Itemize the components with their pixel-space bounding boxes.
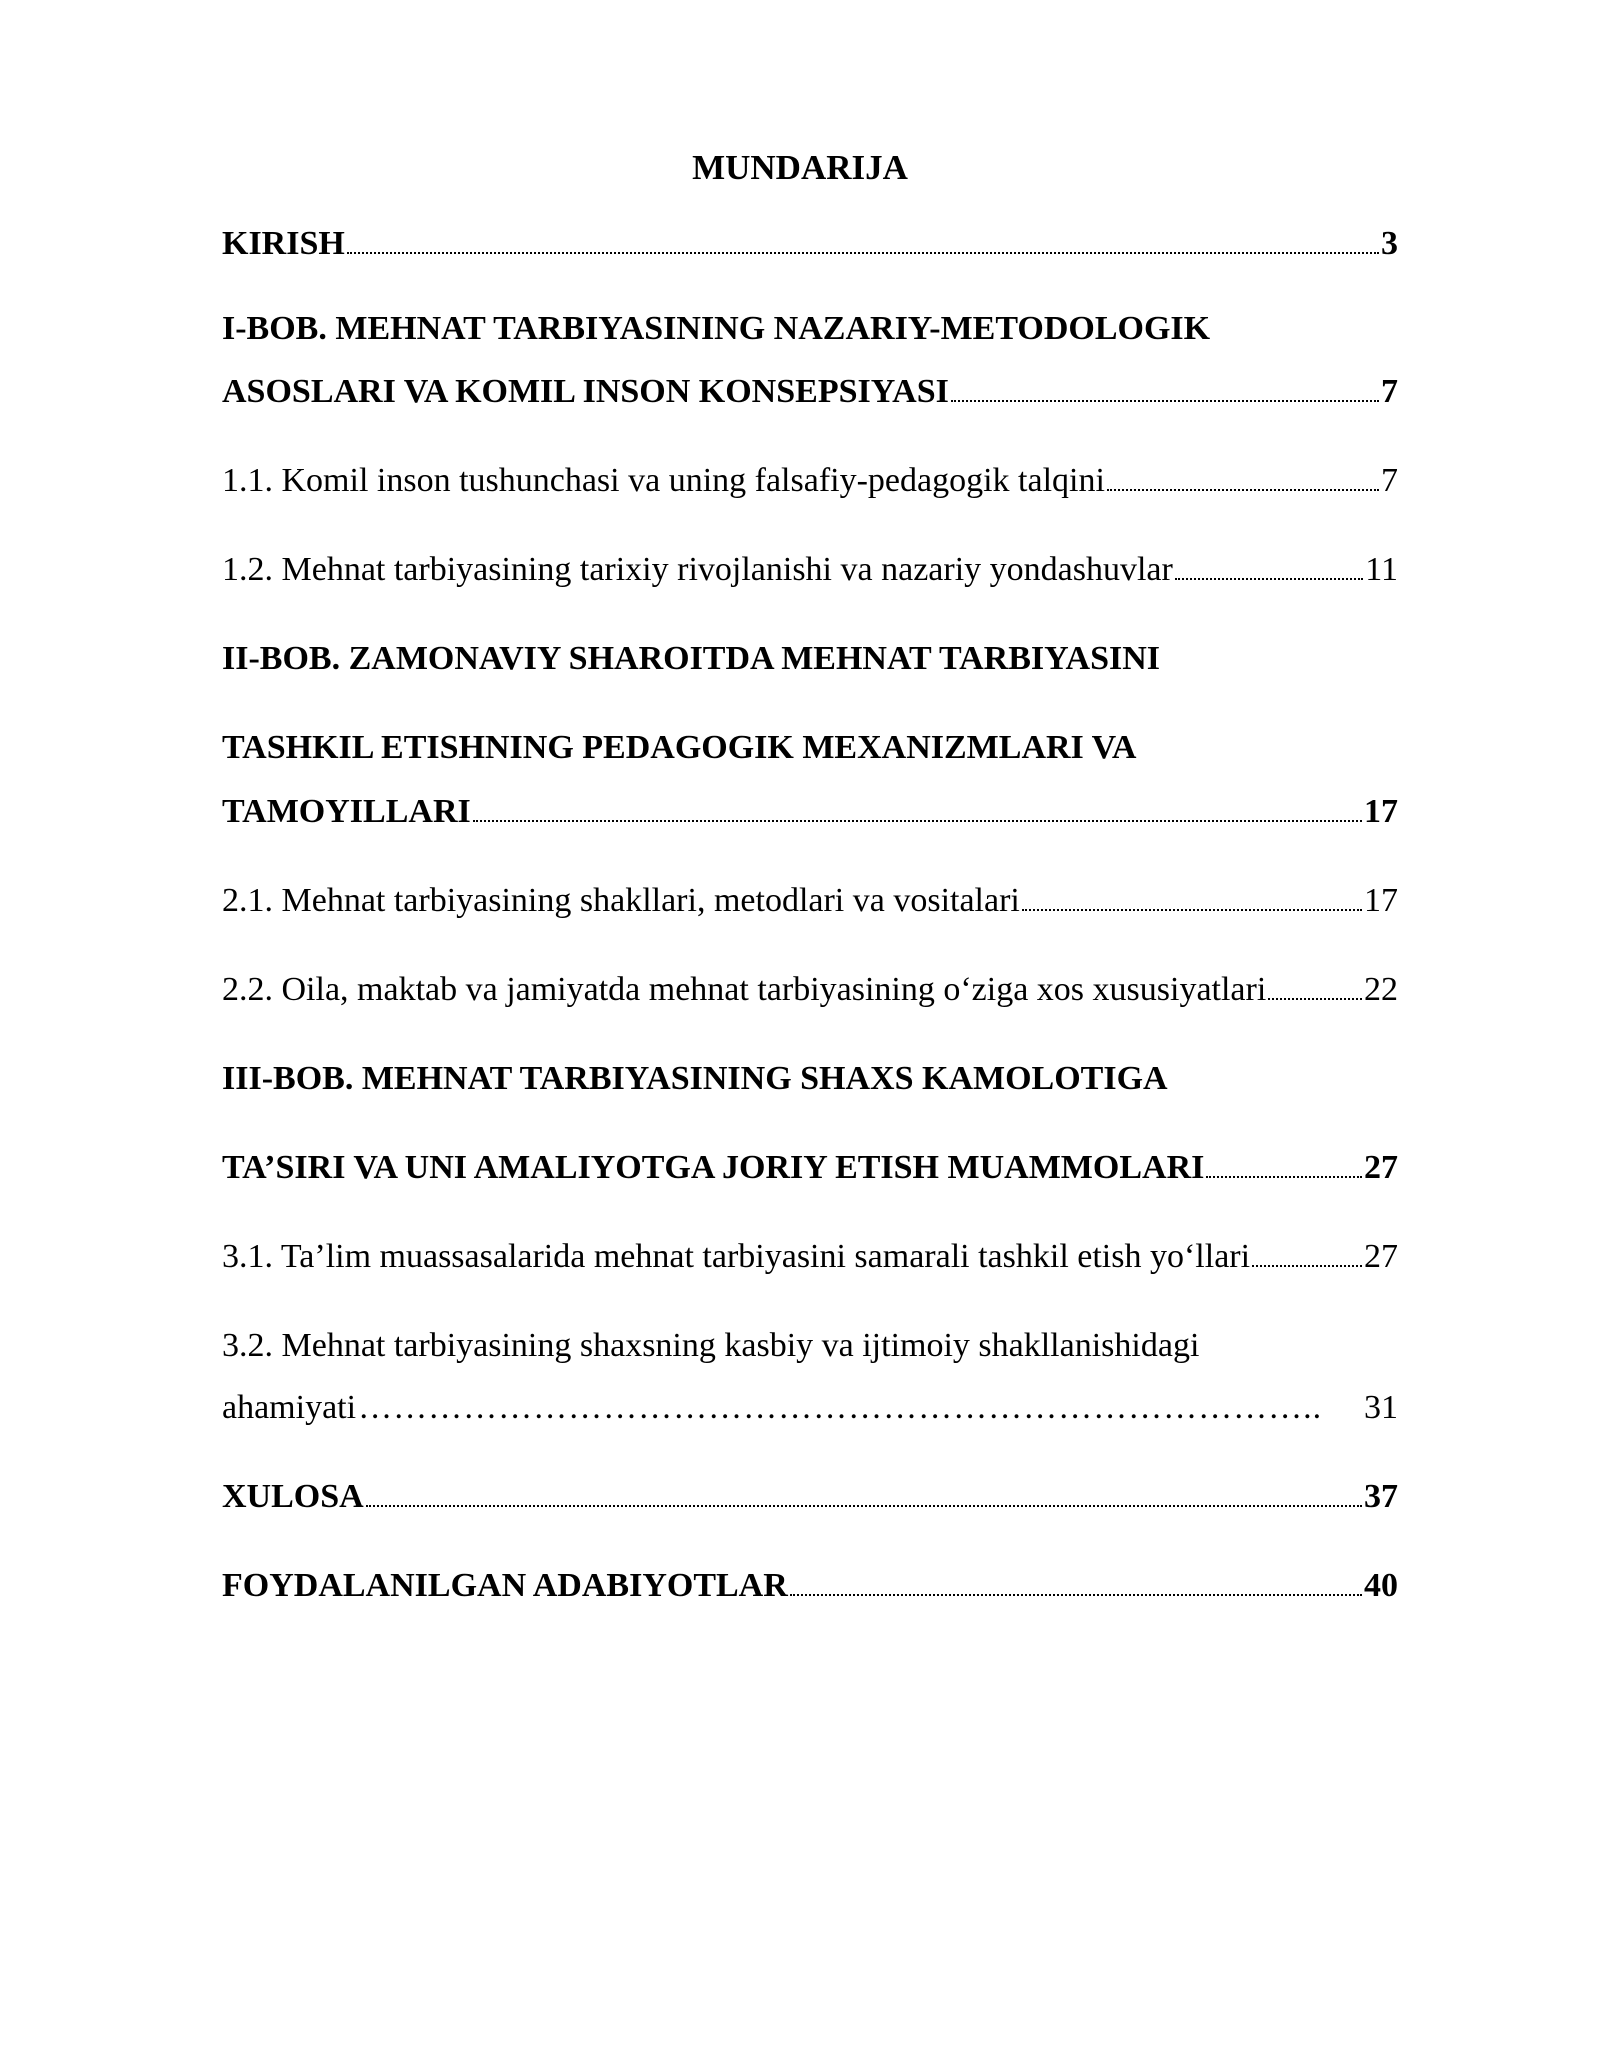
toc-entry-xulosa	[222, 1475, 1398, 1519]
toc-entry-label: FOYDALANILGAN ADABIYOTLAR	[222, 1567, 788, 1604]
toc-entry-adabiyotlar	[222, 1564, 1398, 1608]
toc-entry-label: TASHKIL ETISHNING PEDAGOGIK MEXANIZMLARI VA	[222, 729, 1137, 766]
page-title: MUNDARIJA	[692, 148, 908, 187]
dot-leader	[1268, 994, 1362, 1000]
toc-section-2-2	[222, 968, 1398, 1012]
toc-section-2-1	[222, 879, 1398, 923]
toc-entry-label: ahamiyati	[222, 1389, 357, 1426]
toc-entry-label: I-BOB. MEHNAT TARBIYASINING NAZARIY-METODOLOGIK	[222, 310, 1211, 347]
toc-section-1-2	[222, 548, 1398, 592]
toc-chapter-2-line-2	[222, 726, 1398, 770]
dot-leader	[473, 816, 1362, 822]
toc-chapter-3-line-2	[222, 1146, 1398, 1190]
dot-leader	[951, 396, 1379, 402]
dot-leader	[366, 1501, 1362, 1507]
dot-leader	[1107, 485, 1379, 491]
toc-entry-label: TA’SIRI VA UNI AMALIYOTGA JORIY ETISH MUAMMOLARI	[222, 1149, 1205, 1186]
toc-entry-label: XULOSA	[222, 1478, 364, 1515]
dot-leader	[1252, 1261, 1362, 1267]
toc-page-number: 17	[1364, 793, 1398, 830]
toc-section-1-1	[222, 459, 1398, 503]
toc-page-number: 27	[1364, 1238, 1398, 1275]
toc-chapter-2-line-1	[222, 637, 1398, 681]
toc-chapter-2-line-3	[222, 790, 1398, 834]
toc-entry-kirish	[222, 222, 1398, 266]
toc-page-number: 7	[1381, 462, 1398, 499]
dot-leader	[1175, 574, 1363, 580]
toc-entry-label: 1.2. Mehnat tarbiyasining tarixiy rivojlanishi va nazariy yondashuvlar	[222, 551, 1173, 588]
toc-page-number: 11	[1365, 551, 1398, 588]
toc-section-3-1	[222, 1235, 1398, 1279]
toc-chapter-1-line-2	[222, 370, 1398, 414]
toc-page-number: 27	[1364, 1149, 1398, 1186]
toc-chapter-3-line-1	[222, 1057, 1398, 1101]
dot-leader	[347, 248, 1379, 254]
dot-leader: ………………………………………………………………………..	[358, 1389, 1323, 1426]
toc-entry-label: 2.1. Mehnat tarbiyasining shakllari, metodlari va vositalari	[222, 882, 1020, 919]
toc-entry-label: II-BOB. ZAMONAVIY SHAROITDA MEHNAT TARBIYASINI	[222, 640, 1161, 677]
toc-entry-label: ASOSLARI VA KOMIL INSON KONSEPSIYASI	[222, 373, 949, 410]
toc-entry-label: 1.1. Komil inson tushunchasi va uning falsafiy-pedagogik talqini	[222, 462, 1105, 499]
toc-page-number: 31	[1364, 1389, 1398, 1426]
toc-chapter-1-line-1	[222, 307, 1398, 351]
toc-entry-label: 3.2. Mehnat tarbiyasining shaxsning kasbiy va ijtimoiy shakllanishidagi	[222, 1327, 1200, 1364]
toc-page-number: 7	[1381, 373, 1398, 410]
toc-entry-label: 3.1. Ta’lim muassasalarida mehnat tarbiyasini samarali tashkil etish yo‘llari	[222, 1238, 1251, 1275]
toc-entry-label: 2.2. Oila, maktab va jamiyatda mehnat tarbiyasining o‘ziga xos xususiyatlari	[222, 971, 1267, 1008]
toc-entry-label: TAMOYILLARI	[222, 793, 471, 830]
toc-page-number: 3	[1381, 225, 1398, 262]
dot-leader	[1206, 1172, 1362, 1178]
toc-page-number: 22	[1364, 971, 1398, 1008]
toc-section-3-2-line-1	[222, 1324, 1398, 1368]
toc-entry-label: III-BOB. MEHNAT TARBIYASINING SHAXS KAMOLOTIGA	[222, 1060, 1168, 1097]
toc-page-number: 17	[1364, 882, 1398, 919]
toc-page-number: 40	[1364, 1567, 1398, 1604]
toc-section-3-2-line-2	[222, 1386, 1398, 1430]
toc-entry-label: KIRISH	[222, 225, 345, 262]
dot-leader	[1022, 905, 1362, 911]
toc-page-number: 37	[1364, 1478, 1398, 1515]
dot-leader	[790, 1590, 1362, 1596]
